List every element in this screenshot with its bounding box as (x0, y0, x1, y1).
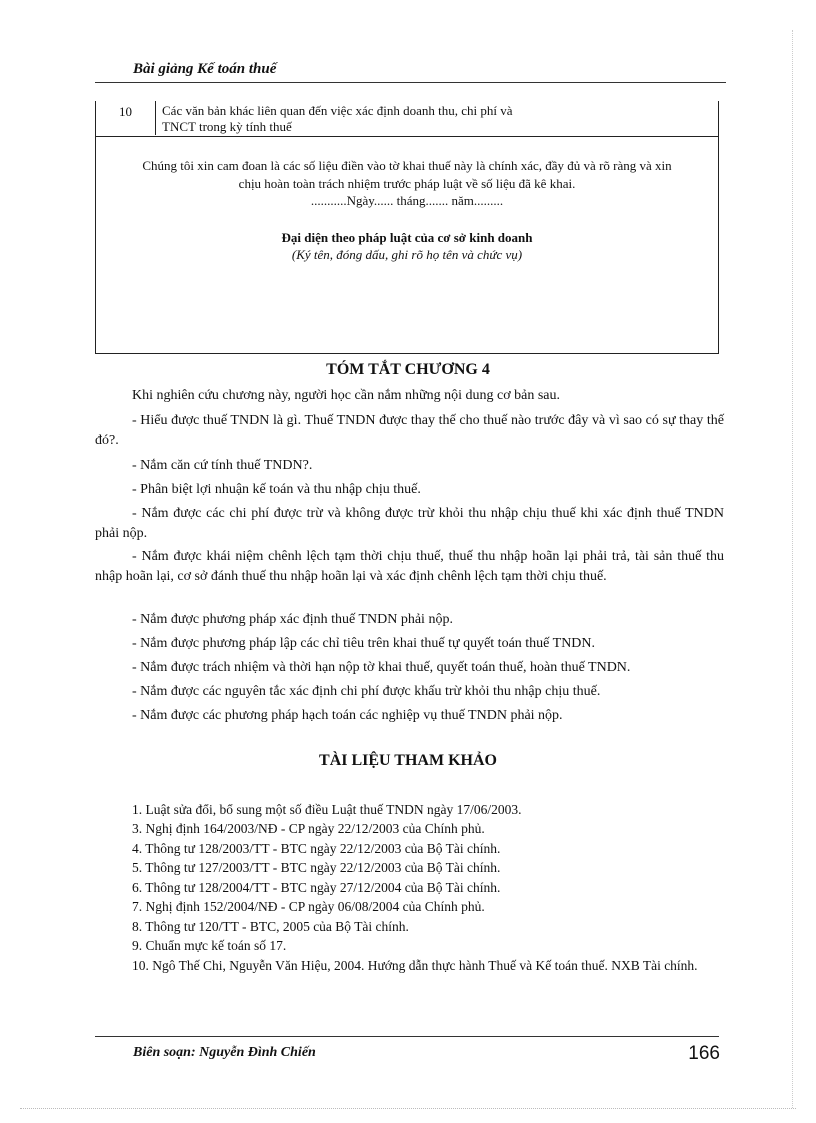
reference-item: 1. Luật sửa đổi, bổ sung một số điều Luật thuế TNDN ngày 17/06/2003. (132, 802, 522, 817)
footer-rule (95, 1036, 719, 1037)
summary-item: - Nắm được trách nhiệm và thời hạn nộp tờ khai thuế, quyết toán thuế, hoàn thuế TNDN. (132, 660, 631, 675)
summary-item: - Nắm được khái niệm chênh lệch tạm thời chịu thuế, thuế thu nhập hoãn lại phải trả, tài sản thuế thu nhập hoãn lại, cơ sở đánh thuế thu nhập hoãn lại và xác định chênh lệch tạm thời chịu thuế. (95, 549, 724, 584)
declaration-line1: Chúng tôi xin cam đoan là các số liệu điền vào tờ khai thuế này là chính xác, đầy đủ và rõ ràng và xin (142, 158, 672, 173)
row-text-line1: Các văn bản khác liên quan đến việc xác định doanh thu, chi phí và (162, 103, 513, 118)
row-text (162, 103, 513, 135)
reference-item: 10. Ngô Thế Chi, Nguyễn Văn Hiệu, 2004. Hướng dẫn thực hành Thuế và Kế toán thuế. NXB Tài chính. (132, 958, 698, 973)
summary-item: - Phân biệt lợi nhuận kế toán và thu nhập chịu thuế. (132, 482, 421, 497)
summary-item: - Hiểu được thuế TNDN là gì. Thuế TNDN được thay thế cho thuế nào trước đây và vì sao có sự thay thế đó?. (95, 413, 724, 448)
footer-author: Biên soạn: Nguyễn Đình Chiến (133, 1045, 316, 1060)
page-number: 166 (688, 1043, 720, 1064)
reference-item: 7. Nghị định 152/2004/NĐ - CP ngày 06/08/2004 của Chính phủ. (132, 899, 485, 914)
summary-item: - Nắm được các chi phí được trừ và không được trừ khỏi thu nhập chịu thuế khi xác định thuế TNDN phải nộp. (95, 506, 724, 541)
declaration-line2: chịu hoàn toàn trách nhiệm trước pháp luật về số liệu đã kê khai. (238, 176, 576, 191)
summary-item: - Nắm được các nguyên tắc xác định chi phí được khấu trừ khỏi thu nhập chịu thuế. (132, 684, 601, 699)
reference-item: 4. Thông tư 128/2003/TT - BTC ngày 22/12/2003 của Bộ Tài chính. (132, 841, 501, 856)
reference-item: 8. Thông tư 120/TT - BTC, 2005 của Bộ Tài chính. (132, 919, 409, 934)
reference-item: 9. Chuẩn mực kế toán số 17. (132, 938, 287, 953)
summary-intro: Khi nghiên cứu chương này, người học cần nắm những nội dung cơ bản sau. (132, 388, 561, 403)
running-header: Bài giảng Kế toán thuế (133, 61, 277, 77)
header-rule (95, 82, 726, 83)
page-right-border (792, 30, 793, 1108)
reference-item: 5. Thông tư 127/2003/TT - BTC ngày 22/12/2003 của Bộ Tài chính. (132, 860, 501, 875)
summary-item: - Nắm được phương pháp lập các chỉ tiêu trên khai thuế tự quyết toán thuế TNDN. (132, 636, 596, 651)
declaration-date: ...........Ngày...... tháng....... năm......... (310, 193, 504, 208)
summary-item: - Nắm được phương pháp xác định thuế TNDN phải nộp. (132, 612, 453, 627)
summary-item: - Nắm căn cứ tính thuế TNDN?. (132, 458, 313, 473)
signer-title: Đại diện theo pháp luật của cơ sở kinh doanh (281, 230, 533, 245)
declaration-box (95, 136, 719, 354)
reference-item: 6. Thông tư 128/2004/TT - BTC ngày 27/12/2004 của Bộ Tài chính. (132, 880, 501, 895)
form-row-10 (95, 101, 719, 137)
row-text-line2: TNCT trong kỳ tính thuế (162, 119, 292, 134)
row-number: 10 (96, 101, 156, 135)
signer-note: (Ký tên, đóng dấu, ghi rõ họ tên và chức vụ) (291, 247, 523, 262)
summary-item: - Nắm được các phương pháp hạch toán các nghiệp vụ thuế TNDN phải nộp. (132, 708, 563, 723)
chapter-summary-heading: TÓM TẮT CHƯƠNG 4 (326, 361, 490, 378)
page-bottom-border (20, 1108, 796, 1109)
reference-item: 3. Nghị định 164/2003/NĐ - CP ngày 22/12/2003 của Chính phủ. (132, 821, 485, 836)
references-heading: TÀI LIỆU THAM KHẢO (319, 752, 497, 769)
